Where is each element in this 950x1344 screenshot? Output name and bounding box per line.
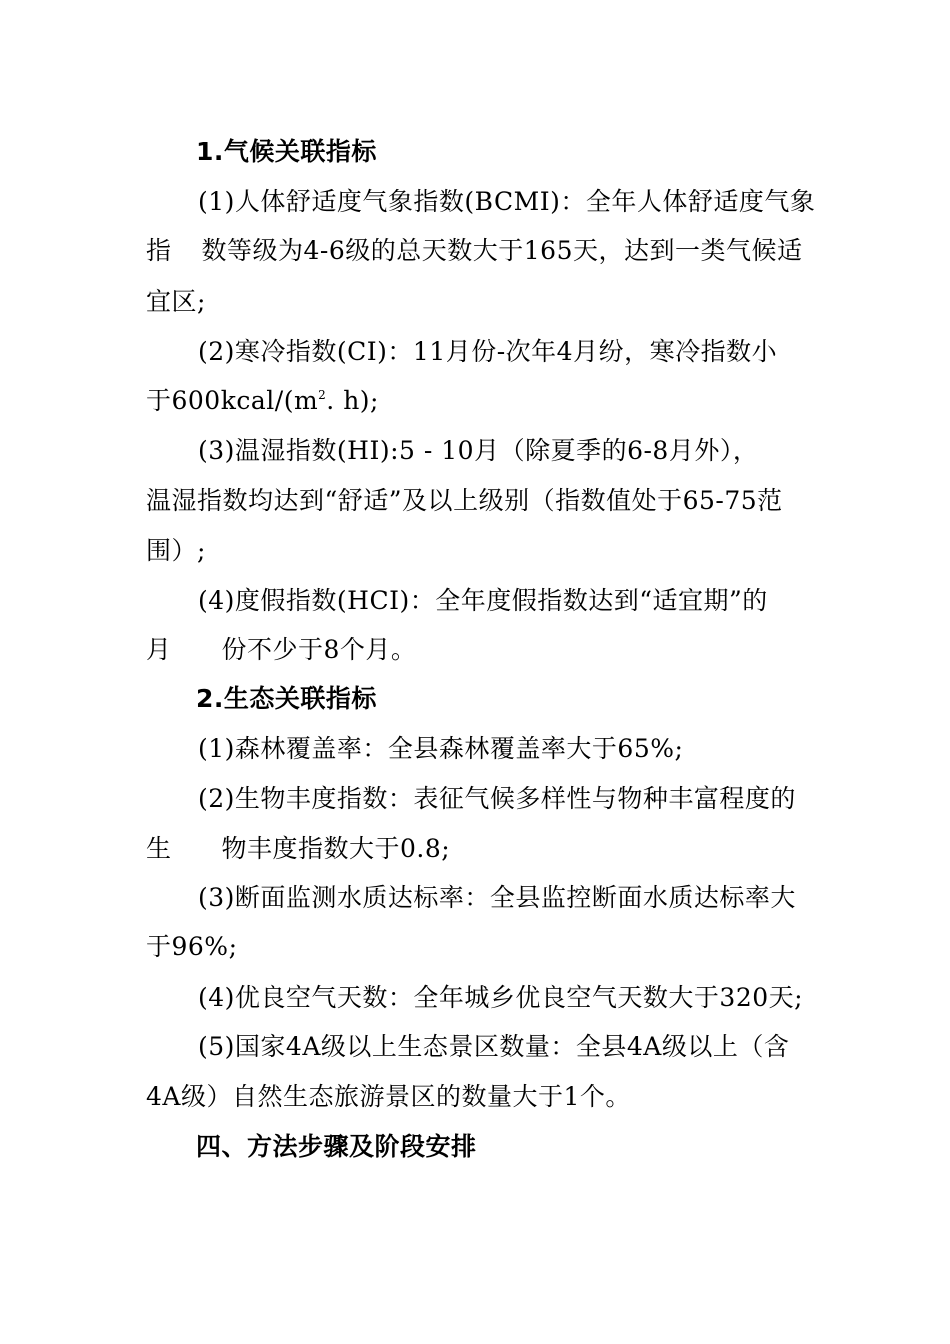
paragraph-line: (4)优良空气天数：全年城乡优良空气天数大于320天; — [198, 983, 804, 1012]
paragraph-fragment: 月 — [146, 635, 172, 664]
paragraph-line: (1)森林覆盖率：全县森林覆盖率大于65%; — [198, 734, 684, 763]
paragraph-line: (3)断面监测水质达标率：全县监控断面水质达标率大 — [198, 883, 796, 912]
paragraph-line: (4)度假指数(HCI)：全年度假指数达到“适宜期”的 — [198, 586, 768, 615]
paragraph-line: 于96%; — [146, 932, 238, 961]
paragraph-line: 温湿指数均达到“舒适”及以上级别（指数值处于65-75范 — [146, 486, 783, 515]
paragraph-line — [146, 833, 450, 865]
paragraph-fragment: 份不少于8个月。 — [221, 635, 417, 664]
superscript: 2 — [318, 388, 327, 402]
paragraph-line — [146, 634, 416, 666]
paragraph-line: 围）; — [146, 536, 206, 565]
paragraph-fragment: 指 — [146, 236, 172, 265]
paragraph-line — [146, 235, 803, 267]
paragraph-line: (1)人体舒适度气象指数(BCMI)：全年人体舒适度气象 — [198, 187, 816, 216]
paragraph-fragment: 物丰度指数大于0.8; — [221, 834, 451, 863]
paragraph-fragment: 于600kcal/(m — [146, 386, 319, 415]
paragraph-line: 4A级）自然生态旅游景区的数量大于1个。 — [146, 1082, 631, 1111]
paragraph-fragment: . h); — [326, 386, 379, 415]
paragraph-line: (5)国家4A级以上生态景区数量：全县4A级以上（含 — [198, 1032, 790, 1061]
section-heading-climate: 1.气候关联指标 — [196, 137, 377, 166]
section-heading-ecology: 2.生态关联指标 — [196, 684, 377, 713]
paragraph-line: (3)温湿指数(HI):5 - 10月（除夏季的6-8月外）， — [198, 436, 759, 465]
paragraph-line: (2)寒冷指数(CI)：11月份-次年4月纷，寒冷指数小 — [198, 337, 778, 366]
paragraph-fragment: 生 — [146, 834, 172, 863]
paragraph-line — [146, 385, 379, 417]
paragraph-fragment: 数等级为4-6级的总天数大于165天，达到一类气候适 — [201, 236, 803, 265]
paragraph-line: 宜区; — [146, 287, 206, 316]
paragraph-line: (2)生物丰度指数：表征气候多样性与物种丰富程度的 — [198, 784, 796, 813]
section-heading-methods: 四、方法步骤及阶段安排 — [196, 1132, 477, 1161]
